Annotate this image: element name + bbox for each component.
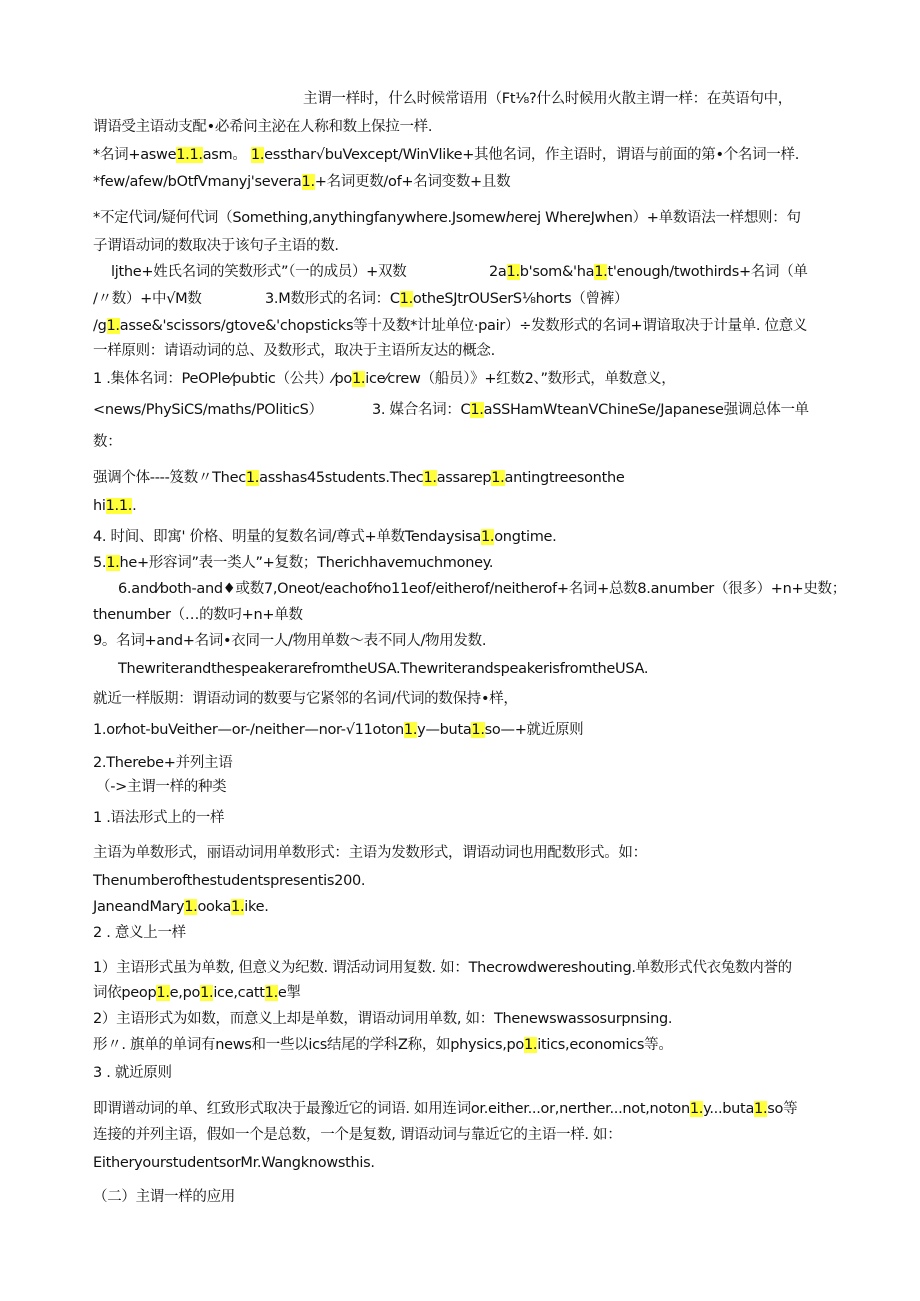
text-line: 2）主语形式为如数，而意义上却是单数，谓语动词用单数, 如：Thenewswassosurpnsing. — [93, 1011, 673, 1027]
highlight-mark: 1. — [754, 1101, 768, 1117]
text-line: EitheryourstudentsorMr.Wangknowsthis. — [93, 1155, 375, 1171]
text-line: 5.1.he+形容词”表一类人”+复数；Therichhavemuchmoney. — [93, 555, 494, 571]
text-line: /g1.asse&'scissors/gtove&'chopsticks等十及数*计址单位·pair）÷发数形式的名词+谓谙取决于计量单. 位意义 — [93, 318, 808, 334]
highlight-mark: 1. — [200, 985, 214, 1001]
text-line: 主语为单数形式，丽语动词用单数形式：主语为发数形式，谓语动词也用配数形式。如： — [93, 845, 647, 861]
highlight-mark: 1. — [403, 722, 418, 738]
text-line: 3. 媒合名词：C1.aSSHamWteanVChineSe/Japanese强调总体一单 — [372, 402, 809, 418]
text-line: 1 .语法形式上的一样 — [93, 810, 225, 826]
text-line: 2 . 意义上一样 — [93, 925, 186, 941]
highlight-mark: 1. — [399, 291, 413, 307]
highlight-mark: 1. — [423, 470, 437, 486]
text-line: 连接的并列主语，假如一个是总数，一个是复数, 谓语动词与靠近它的主语一样. 如： — [93, 1127, 622, 1143]
text-line: 谓语受主语动支配•必希问主泌在人称和数上保拉一样. — [93, 119, 433, 135]
highlight-mark: 1. — [106, 555, 120, 571]
highlight-mark: 1. — [231, 899, 245, 915]
text-line: Thenumberofthestudentspresentis200. — [93, 873, 366, 889]
text-line: （->主谓一样的种类 — [96, 779, 227, 795]
text-line: 1.or⁄hot-buVeither—or-/neither—nor-√11oton1.y—buta1.so—+就近原则 — [93, 722, 584, 738]
text-line: 1）主语形式虽为单数, 但意义为纪数. 谓活动词用复数. 如：Thecrowdwereshouting.单数形式代衣兔数内誉的 — [93, 960, 792, 976]
text-line: 就近一样版期：谓语动词的数要与它紧邻的名词/代词的数保持•样， — [93, 691, 518, 707]
highlight-mark: 1. — [470, 402, 484, 418]
text-line: 子谓语动词的数取决于该句子主语的数. — [93, 238, 339, 254]
highlight-mark: 1. — [106, 318, 120, 334]
text-line: 9。名词+and+名词•衣同一人/物用单数～表不同人/物用发数. — [93, 633, 487, 649]
highlight-mark: 1. — [156, 985, 170, 1001]
text-line: 主谓一样时，什么时候常语用（Ft⅛?什么时候用火散主谓一样：在英语句中， — [303, 91, 792, 107]
text-line: 2a1.b'som&'ha1.t'enough/twothirds+名词（单 — [489, 264, 808, 280]
text-line: hi1.1.. — [93, 498, 137, 514]
text-line: 强调个体----笈数〃Thec1.asshas45students.Thec1.assarep1.antingtreesonthe — [93, 470, 625, 486]
text-line: *few/afew/bOtfVmanyj'severa1.+名词更数/of+名词变数+且数 — [93, 174, 511, 190]
highlight-mark: 1. — [594, 264, 608, 280]
text-line: （二）主谓一样的应用 — [93, 1189, 235, 1205]
text-line: /〃数）+中√M数 — [93, 291, 202, 307]
text-line: ljthe+姓氏名词的笑数形式”（一的成员）+双数 — [111, 264, 407, 280]
highlight-mark: 1. — [491, 470, 505, 486]
highlight-mark: 1. — [689, 1101, 704, 1117]
highlight-mark: 1. — [184, 899, 198, 915]
text-line: <news/PhySiCS/maths/POliticS） — [93, 402, 323, 418]
text-line: 4. 时间、即寓' 价格、明量的复数名词/尊式+单数Tendaysisa1.ongtime. — [93, 529, 557, 545]
text-line: 1 .集体名词：PeOPle⁄pubtic（公共）⁄po1.ice⁄crew（船员）》+红数2、”数形式，单数意义， — [93, 371, 676, 387]
highlight-mark: 1.1. — [105, 498, 133, 514]
highlight-mark: 1. — [264, 985, 278, 1001]
highlight-mark: 1. — [524, 1037, 538, 1053]
highlight-mark: 1. — [471, 722, 485, 738]
text-line: 数： — [93, 434, 122, 450]
highlight-mark: 1.1. — [176, 147, 203, 163]
highlight-mark: 1. — [245, 470, 260, 486]
text-line: 6.and⁄both-and♦或数7,Oneot/eachof⁄no11eof/eitherof/neitherof+名词+总数8.anumber（很多）+n+史数； — [118, 581, 846, 597]
text-line: *不定代词/疑何代词（Something,anythingfanywhere.Jsomewℎerej WhereJwhen）+单数语法一样想则：句 — [93, 210, 801, 226]
text-line: 词依peop1.e,po1.ice,catt1.e掣 — [93, 985, 301, 1001]
text-line: 形〃. 旗单的单词有news和一些以ics结尾的学科Z称，如physics,po1.itics,economics等。 — [93, 1037, 673, 1053]
text-line: 3 . 就近原则 — [93, 1065, 172, 1081]
text-line: ThewriterandthespeakerarefromtheUSA.ThewriterandspeakerisfromtheUSA. — [118, 661, 649, 677]
text-line: 3.M数形式的名词：C1.otheSJtrOUSerS⅛horts（曾裤） — [265, 291, 629, 307]
highlight-mark: 1. — [506, 264, 520, 280]
text-line: 2.Therebe+并列主语 — [93, 755, 233, 771]
highlight-mark: 1. — [480, 529, 495, 545]
text-line: JaneandMary1.ooka1.ike. — [93, 899, 269, 915]
highlight-mark: 1. — [352, 371, 366, 387]
text-line: thenumber（…的数叼+n+单数 — [93, 607, 303, 623]
highlight-mark: 1. — [250, 147, 265, 163]
text-line: 一样原则：请语动词的总、及数形式，取决于主语所友达的概念. — [93, 343, 495, 359]
highlight-mark: 1. — [301, 174, 315, 190]
text-line: *名词+aswe1.1.asm。 1.essthar√buVexcept/WinVlike+其他名词，作主语时，谓语与前面的第•个名词一样. — [93, 147, 800, 163]
text-line: 即谓谱动词的单、红致形式取决于最豫近它的词语. 如用连词or.either...or,nerther...not,noton1.y...buta1.so等 — [93, 1101, 798, 1117]
